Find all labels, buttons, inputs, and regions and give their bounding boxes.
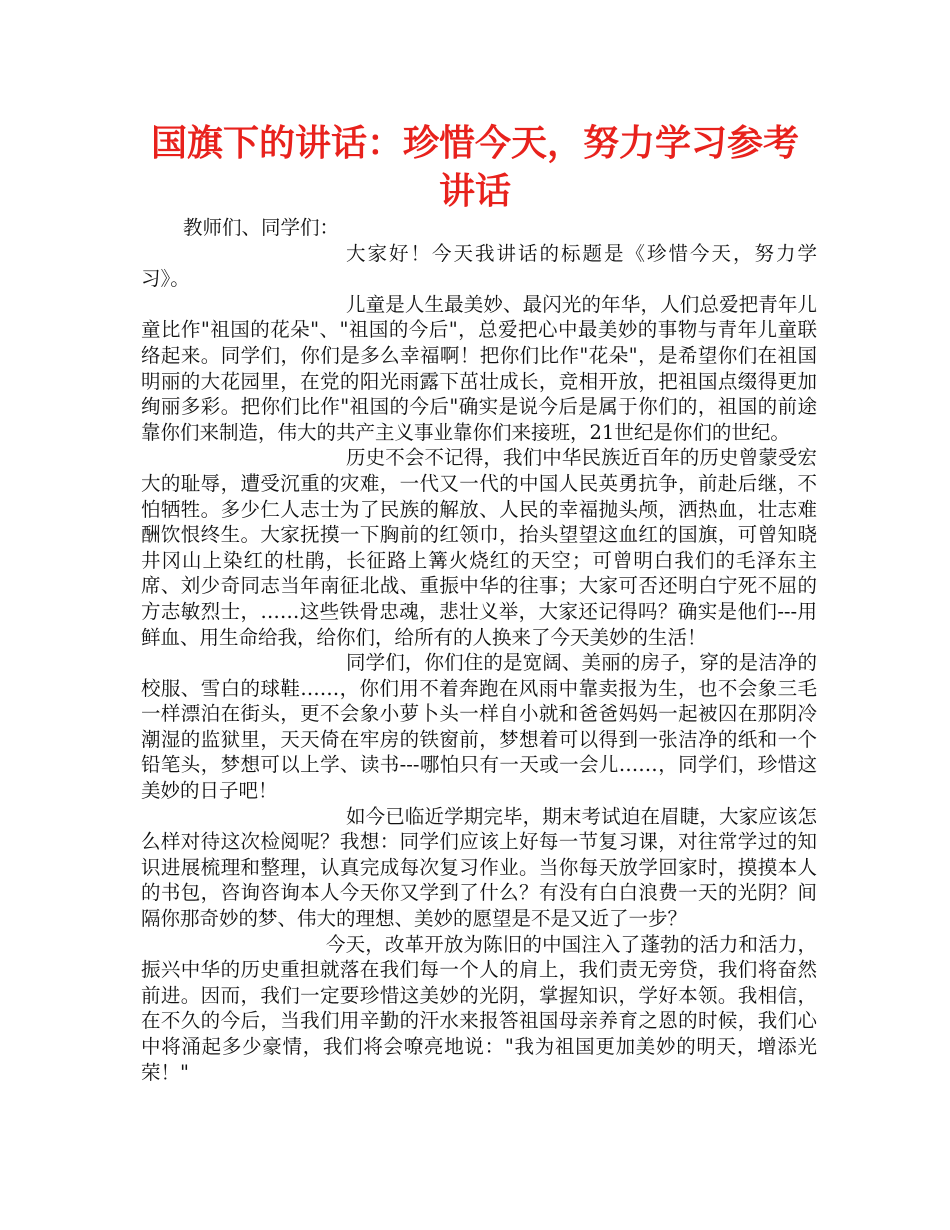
salutation: 教师们、同学们： — [183, 216, 340, 239]
paragraph-children: 儿童是人生最美妙、最闪光的年华，人们总爱把青年儿童比作"祖国的花朵"、"祖国的今后"，总爱把心中最美妙的事物与青年儿童联络起来。同学们，你们是多么幸福啊！把你们比作"花朵"，是希望你们在祖国明丽的大花园里，在党的阳光雨露下茁壮成长，竞相开放，把祖国点缀得更加绚丽多彩。把你们比作"祖国的今后"确实是说今后是属于你们的，祖国的前途靠你们来制造，伟大的共产主义事业靠你们来接班，21世纪是你们的世纪。 — [141, 292, 817, 444]
paragraph-cherish-life: 同学们，你们住的是宽阔、美丽的房子，穿的是洁净的校服、雪白的球鞋……，你们用不着奔跑在风雨中靠卖报为生，也不会象三毛一样漂泊在街头，更不会象小萝卜头一样自小就和爸爸妈妈一起被囚在那阴冷潮湿的监狱里，天天倚在牢房的铁窗前，梦想着可以得到一张洁净的纸和一个铅笔头，梦想可以上学、读书---哪怕只有一天或一会儿……，同学们，珍惜这美妙的日子吧！ — [141, 651, 817, 803]
paragraph-exams: 如今已临近学期完毕，期末考试迫在眉睫，大家应该怎么样对待这次检阅呢？我想：同学们应该上好每一节复习课，对往常学过的知识进展梳理和整理，认真完成每次复习作业。当你每天放学回家时，摸摸本人的书包，咨询咨询本人今天你又学到了什么？有没有白白浪费一天的光阴？间隔你那奇妙的梦、伟大的理想、美妙的愿望是不是又近了一步？ — [141, 804, 817, 931]
paragraph-greeting: 大家好！今天我讲话的标题是《珍惜今天，努力学习》。 — [141, 241, 817, 291]
document-title: 国旗下的讲话：珍惜今天，努力学习参考讲话 — [150, 123, 799, 212]
document-body — [141, 215, 817, 1085]
paragraph-conclusion: 今天，改革开放为陈旧的中国注入了蓬勃的活力和活力，振兴中华的历史重担就落在我们每一个人的肩上，我们责无旁贷，我们将奋然前进。因而，我们一定要珍惜这美妙的光阴，掌握知识，学好本领。我相信，在不久的今后，当我们用辛勤的汗水来报答祖国母亲养育之恩的时候，我们心中将涌起多少豪情，我们将会嘹亮地说："我为祖国更加美妙的明天，增添光荣！" — [141, 932, 817, 1084]
paragraph-history: 历史不会不记得，我们中华民族近百年的历史曾蒙受宏大的耻辱，遭受沉重的灾难，一代又一代的中国人民英勇抗争，前赴后继，不怕牺牲。多少仁人志士为了民族的解放、人民的幸福抛头颅，洒热血，壮志难酬饮恨终生。大家抚摸一下胸前的红领巾，抬头望望这血红的国旗，可曾知晓井冈山上染红的杜鹃，长征路上篝火烧红的天空；可曾明白我们的毛泽东主席、刘少奇同志当年南征北战、重振中华的往事；大家可否还明白宁死不屈的方志敏烈士，……这些铁骨忠魂，悲壮义举，大家还记得吗？确实是他们---用鲜血、用生命给我，给你们，给所有的人换来了今天美妙的生活！ — [141, 446, 817, 649]
